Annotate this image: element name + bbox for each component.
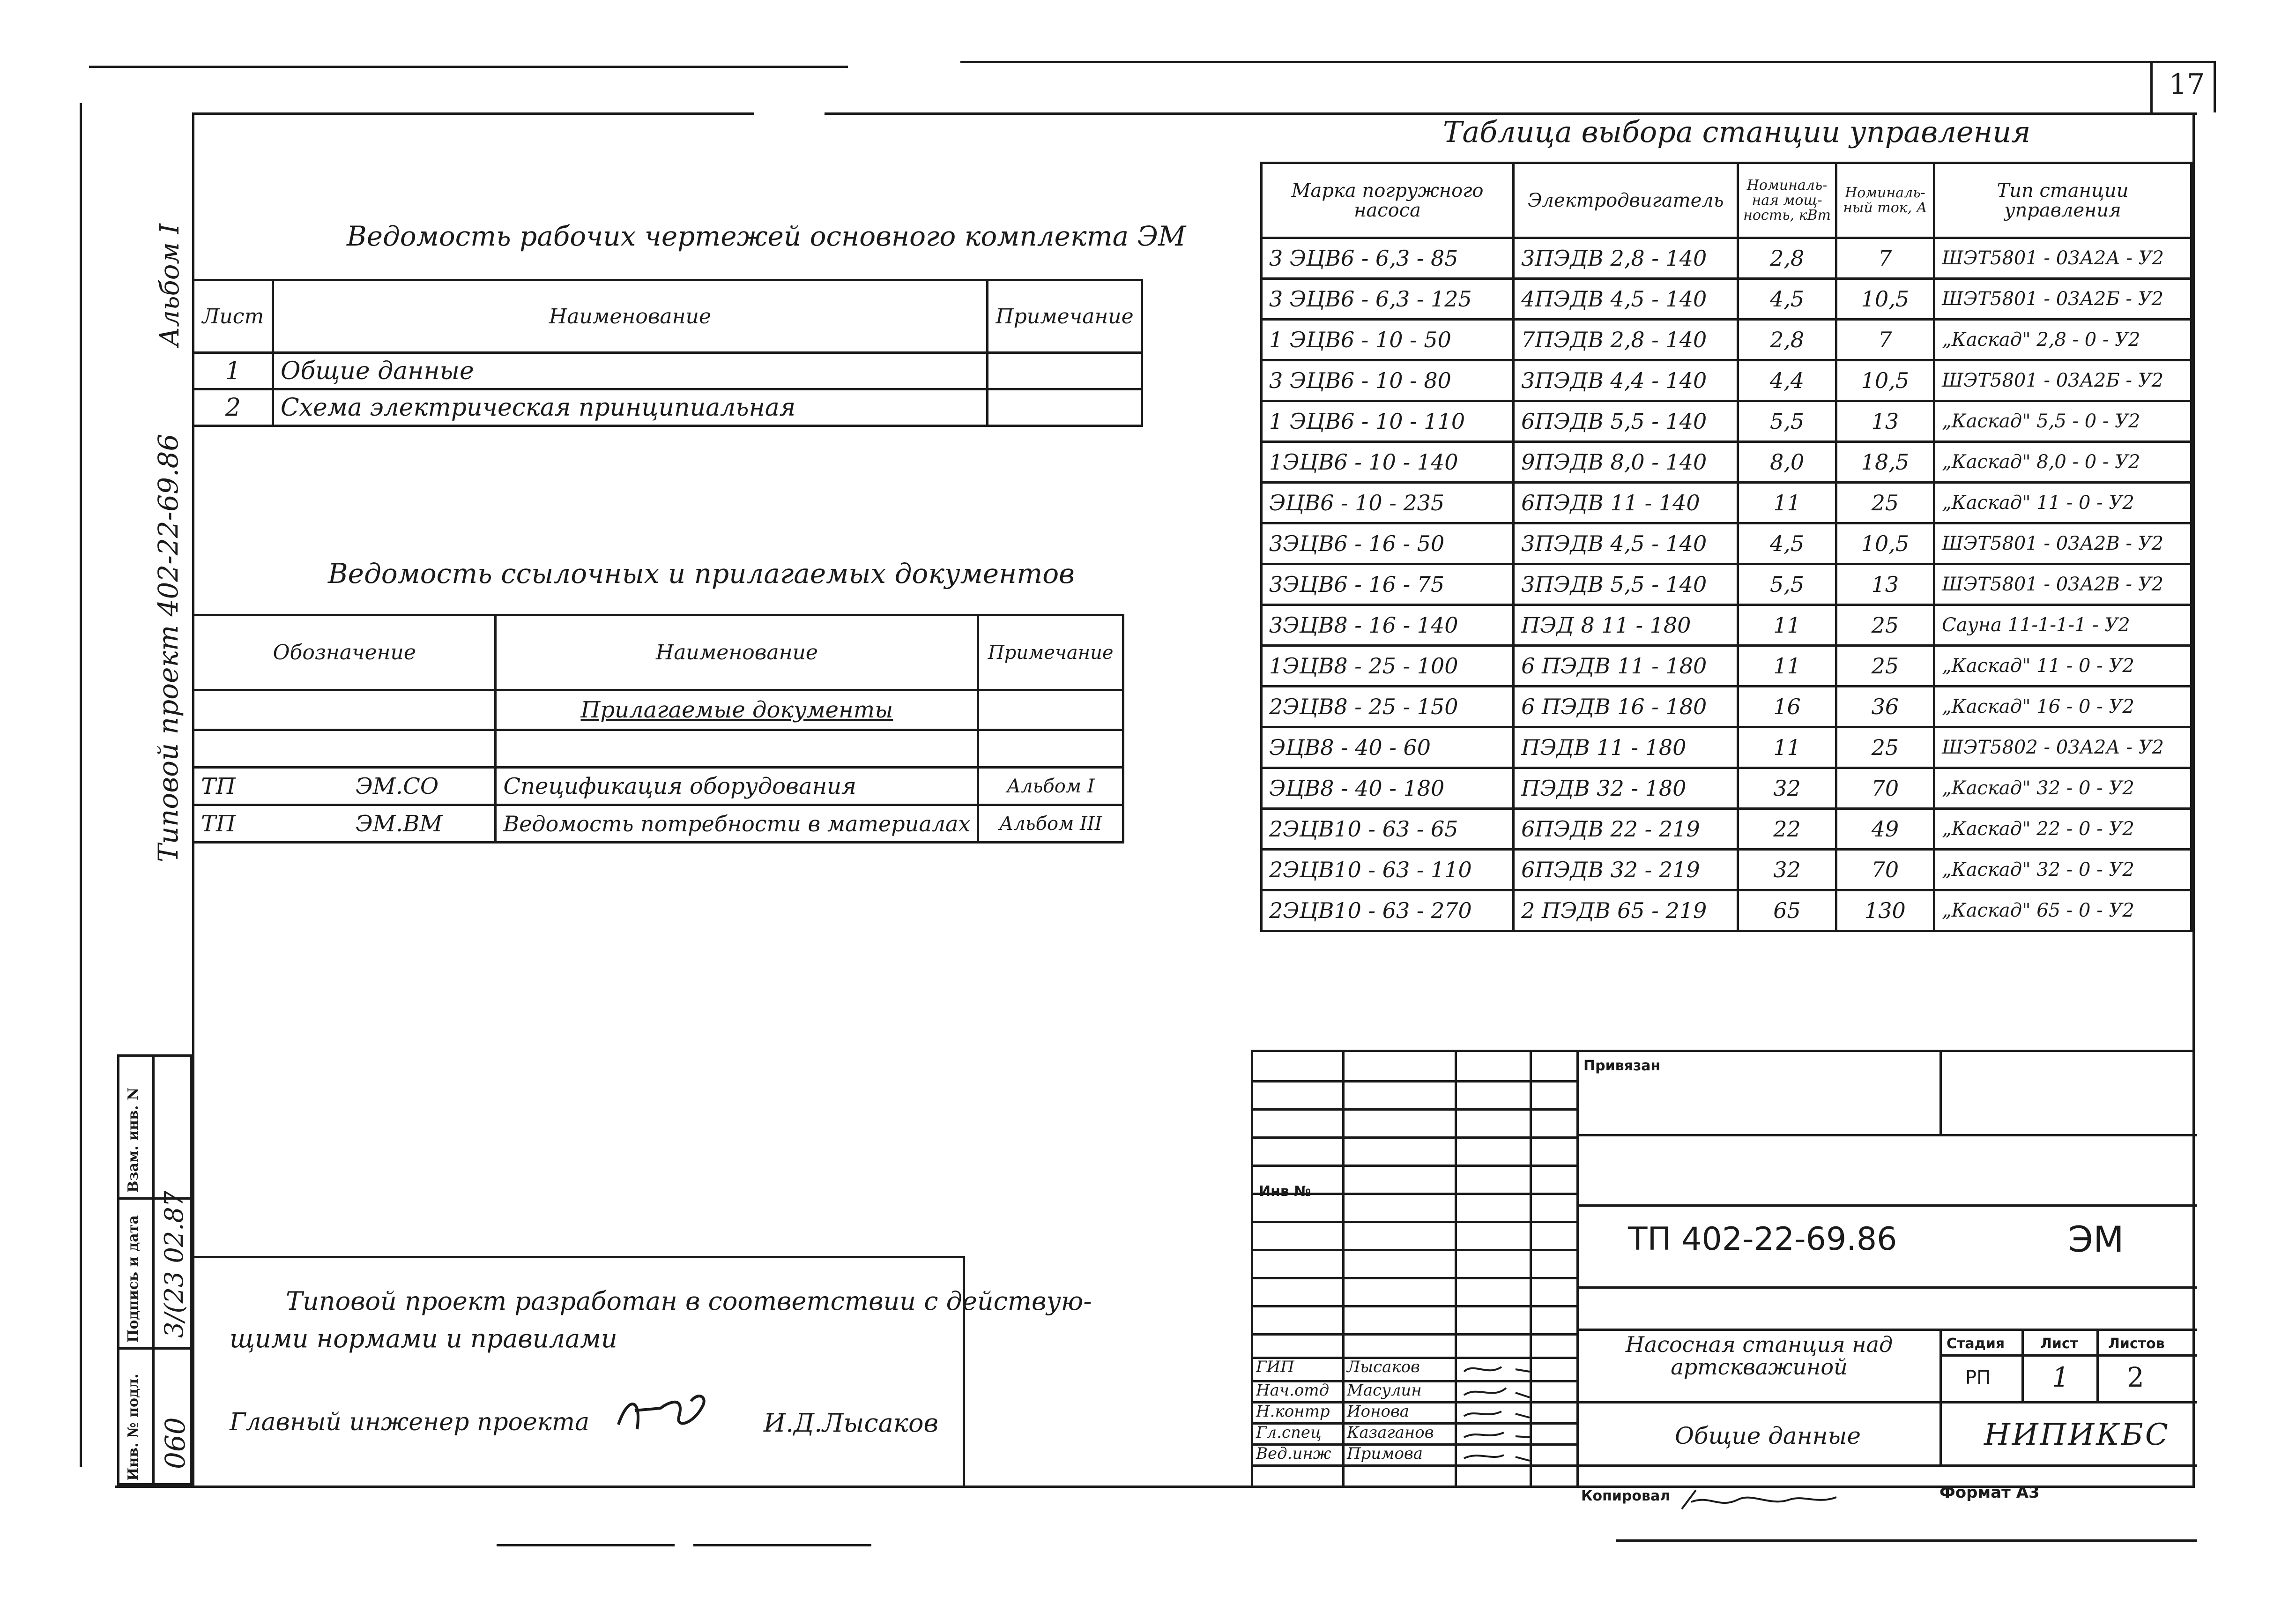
references-row-name: Спецификация оборудования [496, 768, 978, 805]
references-header-name: Наименование [496, 615, 978, 690]
table-row [1262, 768, 2192, 809]
table-row [1262, 605, 2192, 646]
sheets-value: 2 [2127, 1361, 2144, 1393]
current-cell: 25 [1836, 483, 1934, 523]
role-gip: ГИП [1256, 1358, 1294, 1376]
name-ved-inzh: Примова [1347, 1444, 1423, 1463]
current-cell: 25 [1836, 605, 1934, 646]
stage-label: Стадия [1947, 1336, 2005, 1352]
drawings-row-name: Общие данные [273, 353, 987, 389]
frame-top-left [89, 66, 848, 68]
object-name: Насосная станция над артскважиной [1625, 1332, 1893, 1380]
stamp-date: 3/(23 02.87 [159, 1190, 189, 1338]
frame-dash-1 [497, 1544, 675, 1546]
control-station-cell: ШЭТ5801 - 03А2А - У2 [1934, 238, 2192, 279]
selection-header-motor: Электродвигатель [1514, 163, 1738, 238]
current-cell: 36 [1836, 687, 1934, 727]
pump-model-cell: 1ЭЦВ8 - 25 - 100 [1262, 646, 1514, 687]
drawings-row-sheet: 1 [193, 353, 273, 389]
page-number-box-right [2214, 63, 2216, 112]
stamp-label-vzam: Взам. инв. N [125, 1087, 141, 1193]
control-station-cell: ШЭТ5802 - 03А2А - У2 [1934, 727, 2192, 768]
motor-cell: ПЭДВ 32 - 180 [1514, 768, 1738, 809]
control-station-cell: „Каскад" 11 - 0 - У2 [1934, 483, 2192, 523]
selection-header-station: Тип станции управления [1934, 163, 2192, 238]
current-cell: 13 [1836, 564, 1934, 605]
power-cell: 11 [1738, 605, 1836, 646]
drawings-list-title: Ведомость рабочих чертежей основного комплекта ЭМ [347, 220, 1186, 252]
side-album-label: Альбом I [155, 224, 185, 347]
table-row [1262, 483, 2192, 523]
format-label: Формат А3 [1939, 1483, 2040, 1502]
stage-value: РП [1965, 1367, 1991, 1389]
table-row [1262, 564, 2192, 605]
current-cell: 18,5 [1836, 442, 1934, 483]
table-row [1262, 523, 2192, 564]
references-list-table [192, 614, 1124, 844]
pump-model-cell: 3ЭЦВ8 - 16 - 140 [1262, 605, 1514, 646]
motor-cell: 6 ПЭДВ 11 - 180 [1514, 646, 1738, 687]
role-n-kontr: Н.контр [1256, 1402, 1330, 1421]
motor-cell: 6ПЭДВ 32 - 219 [1514, 850, 1738, 890]
selection-header-power: Номиналь-ная мощ-ность, кВт [1738, 163, 1836, 238]
copied-label: Копировал [1581, 1488, 1671, 1504]
current-cell: 49 [1836, 809, 1934, 850]
references-row-code: ТП ЭМ.ВМ [193, 805, 496, 843]
frame-dash-2 [693, 1544, 871, 1546]
power-cell: 8,0 [1738, 442, 1836, 483]
references-row-note: Альбом III [978, 805, 1123, 843]
control-station-cell: ШЭТ5801 - 03А2В - У2 [1934, 564, 2192, 605]
role-ved-inzh: Вед.инж [1256, 1444, 1331, 1463]
table-row [1262, 320, 2192, 360]
document-mark: ЭМ [2068, 1218, 2124, 1260]
frame-inner-top [192, 112, 754, 115]
table-row [193, 353, 1142, 389]
drawings-row-note [988, 389, 1142, 426]
control-station-cell: Сауна 11-1-1-1 - У2 [1934, 605, 2192, 646]
drawings-header-name: Наименование [273, 280, 987, 353]
current-cell: 10,5 [1836, 523, 1934, 564]
control-station-cell: „Каскад" 11 - 0 - У2 [1934, 646, 2192, 687]
side-project-label: Типовой проект 402-22-69.86 [152, 433, 184, 862]
name-gl-spec: Казаганов [1347, 1423, 1434, 1442]
inv-no-label: Инв № [1259, 1183, 1311, 1200]
control-station-cell: „Каскад" 5,5 - 0 - У2 [1934, 401, 2192, 442]
current-cell: 25 [1836, 646, 1934, 687]
selection-table-body [1262, 238, 2192, 931]
current-cell: 7 [1836, 238, 1934, 279]
copied-signature [1677, 1481, 1846, 1518]
control-station-cell: „Каскад" 8,0 - 0 - У2 [1934, 442, 2192, 483]
sheet-label: Лист [2040, 1336, 2079, 1352]
selection-header-pump: Марка погружного насоса [1262, 163, 1514, 238]
pump-model-cell: ЭЦВ6 - 10 - 235 [1262, 483, 1514, 523]
current-cell: 25 [1836, 727, 1934, 768]
page-number: 17 [2169, 68, 2205, 101]
power-cell: 5,5 [1738, 564, 1836, 605]
table-row [1262, 890, 2192, 931]
control-station-cell: ШЭТ5801 - 03А2В - У2 [1934, 523, 2192, 564]
chief-signature [609, 1387, 717, 1443]
page-number-box-left [2150, 63, 2153, 112]
name-n-kontr: Ионова [1347, 1402, 1410, 1421]
sheet-title: Общие данные [1675, 1422, 1861, 1449]
power-cell: 22 [1738, 809, 1836, 850]
motor-cell: 2 ПЭДВ 65 - 219 [1514, 890, 1738, 931]
references-list-title: Ведомость ссылочных и прилагаемых документов [328, 558, 1075, 590]
drawings-row-note [988, 353, 1142, 389]
motor-cell: 9ПЭДВ 8,0 - 140 [1514, 442, 1738, 483]
current-cell: 10,5 [1836, 360, 1934, 401]
motor-cell: ПЭДВ 11 - 180 [1514, 727, 1738, 768]
references-row-code: ТП ЭМ.СО [193, 768, 496, 805]
drawings-row-name: Схема электрическая принципиальная [273, 389, 987, 426]
motor-cell: 6ПЭДВ 22 - 219 [1514, 809, 1738, 850]
current-cell: 13 [1836, 401, 1934, 442]
compliance-text-line1: Типовой проект разработан в соответствии с действую- [286, 1286, 1092, 1316]
stamp-label-inv: Инв. № подл. [125, 1374, 141, 1481]
pump-model-cell: 1 ЭЦВ6 - 10 - 50 [1262, 320, 1514, 360]
side-stamp [117, 1054, 192, 1486]
power-cell: 5,5 [1738, 401, 1836, 442]
drawings-header-sheet: Лист [193, 280, 273, 353]
name-nach-otd: Масулин [1347, 1381, 1422, 1400]
chief-engineer-name: И.Д.Лысаков [764, 1408, 938, 1438]
control-station-cell: „Каскад" 22 - 0 - У2 [1934, 809, 2192, 850]
selection-header-current: Номиналь-ный ток, А [1836, 163, 1934, 238]
document-code: ТП 402-22-69.86 [1628, 1221, 1897, 1258]
selection-table [1260, 162, 2192, 932]
sheet-value: 1 [2052, 1361, 2069, 1393]
pump-model-cell: 1ЭЦВ6 - 10 - 140 [1262, 442, 1514, 483]
role-gl-spec: Гл.спец [1256, 1423, 1322, 1442]
power-cell: 11 [1738, 646, 1836, 687]
motor-cell: 4ПЭДВ 4,5 - 140 [1514, 279, 1738, 320]
power-cell: 32 [1738, 850, 1836, 890]
frame-bottom [115, 1486, 2195, 1488]
motor-cell: ПЭД 8 11 - 180 [1514, 605, 1738, 646]
power-cell: 65 [1738, 890, 1836, 931]
motor-cell: 3ПЭДВ 2,8 - 140 [1514, 238, 1738, 279]
motor-cell: 6ПЭДВ 11 - 140 [1514, 483, 1738, 523]
pump-model-cell: 2ЭЦВ10 - 63 - 65 [1262, 809, 1514, 850]
pump-model-cell: 2ЭЦВ8 - 25 - 150 [1262, 687, 1514, 727]
chief-engineer-label: Главный инженер проекта [230, 1408, 590, 1436]
pump-model-cell: 2ЭЦВ10 - 63 - 110 [1262, 850, 1514, 890]
name-gip: Лысаков [1347, 1358, 1420, 1376]
pump-model-cell: ЭЦВ8 - 40 - 180 [1262, 768, 1514, 809]
pump-model-cell: 3 ЭЦВ6 - 6,3 - 125 [1262, 279, 1514, 320]
table-row [193, 768, 1123, 805]
power-cell: 2,8 [1738, 238, 1836, 279]
control-station-cell: „Каскад" 2,8 - 0 - У2 [1934, 320, 2192, 360]
pump-model-cell: ЭЦВ8 - 40 - 60 [1262, 727, 1514, 768]
references-row-note: Альбом I [978, 768, 1123, 805]
table-row [1262, 850, 2192, 890]
table-row [193, 805, 1123, 843]
power-cell: 16 [1738, 687, 1836, 727]
motor-cell: 6 ПЭДВ 16 - 180 [1514, 687, 1738, 727]
pump-model-cell: 3ЭЦВ6 - 16 - 50 [1262, 523, 1514, 564]
control-station-cell: ШЭТ5801 - 03А2Б - У2 [1934, 360, 2192, 401]
table-row [1262, 687, 2192, 727]
compliance-text-line2: щими нормами и правилами [230, 1324, 617, 1353]
current-cell: 130 [1836, 890, 1934, 931]
title-block [1251, 1050, 2195, 1486]
role-nach-otd: Нач.отд [1256, 1381, 1330, 1400]
power-cell: 4,5 [1738, 279, 1836, 320]
motor-cell: 7ПЭДВ 2,8 - 140 [1514, 320, 1738, 360]
drawings-row-sheet: 2 [193, 389, 273, 426]
attached-label: Привязан [1583, 1058, 1661, 1074]
power-cell: 32 [1738, 768, 1836, 809]
current-cell: 70 [1836, 768, 1934, 809]
power-cell: 11 [1738, 727, 1836, 768]
power-cell: 11 [1738, 483, 1836, 523]
stamp-inv-value: 060 [159, 1417, 191, 1469]
frame-left-outer [80, 103, 82, 1467]
references-row-name: Ведомость потребности в материалах [496, 805, 978, 843]
table-row [1262, 646, 2192, 687]
motor-cell: 3ПЭДВ 5,5 - 140 [1514, 564, 1738, 605]
current-cell: 10,5 [1836, 279, 1934, 320]
frame-dash-3 [1616, 1539, 2197, 1542]
motor-cell: 3ПЭДВ 4,5 - 140 [1514, 523, 1738, 564]
role-signatures [1459, 1358, 1572, 1465]
frame-top-right [960, 61, 2216, 63]
stamp-label-podpis: Подпись и дата [125, 1215, 141, 1343]
drawings-header-note: Примечание [988, 280, 1142, 353]
power-cell: 4,4 [1738, 360, 1836, 401]
table-row [1262, 401, 2192, 442]
pump-model-cell: 3ЭЦВ6 - 16 - 75 [1262, 564, 1514, 605]
references-section-title: Прилагаемые документы [496, 690, 978, 730]
references-header-note: Примечание [978, 615, 1123, 690]
motor-cell: 6ПЭДВ 5,5 - 140 [1514, 401, 1738, 442]
control-station-cell: „Каскад" 32 - 0 - У2 [1934, 850, 2192, 890]
table-row [1262, 238, 2192, 279]
pump-model-cell: 2ЭЦВ10 - 63 - 270 [1262, 890, 1514, 931]
pump-model-cell: 3 ЭЦВ6 - 10 - 80 [1262, 360, 1514, 401]
motor-cell: 3ПЭДВ 4,4 - 140 [1514, 360, 1738, 401]
current-cell: 70 [1836, 850, 1934, 890]
references-header-code: Обозначение [193, 615, 496, 690]
pump-model-cell: 3 ЭЦВ6 - 6,3 - 85 [1262, 238, 1514, 279]
organization: НИПИКБС [1984, 1418, 2170, 1452]
power-cell: 2,8 [1738, 320, 1836, 360]
sheets-label: Листов [2108, 1336, 2165, 1352]
table-row [1262, 809, 2192, 850]
drawings-list-table [192, 279, 1143, 427]
control-station-cell: „Каскад" 16 - 0 - У2 [1934, 687, 2192, 727]
control-station-cell: „Каскад" 65 - 0 - У2 [1934, 890, 2192, 931]
current-cell: 7 [1836, 320, 1934, 360]
table-row [193, 389, 1142, 426]
selection-table-title: Таблица выбора станции управления [1443, 115, 2031, 149]
table-row [1262, 727, 2192, 768]
table-row [1262, 279, 2192, 320]
control-station-cell: ШЭТ5801 - 03А2Б - У2 [1934, 279, 2192, 320]
control-station-cell: „Каскад" 32 - 0 - У2 [1934, 768, 2192, 809]
table-row [1262, 360, 2192, 401]
power-cell: 4,5 [1738, 523, 1836, 564]
pump-model-cell: 1 ЭЦВ6 - 10 - 110 [1262, 401, 1514, 442]
table-row [1262, 442, 2192, 483]
